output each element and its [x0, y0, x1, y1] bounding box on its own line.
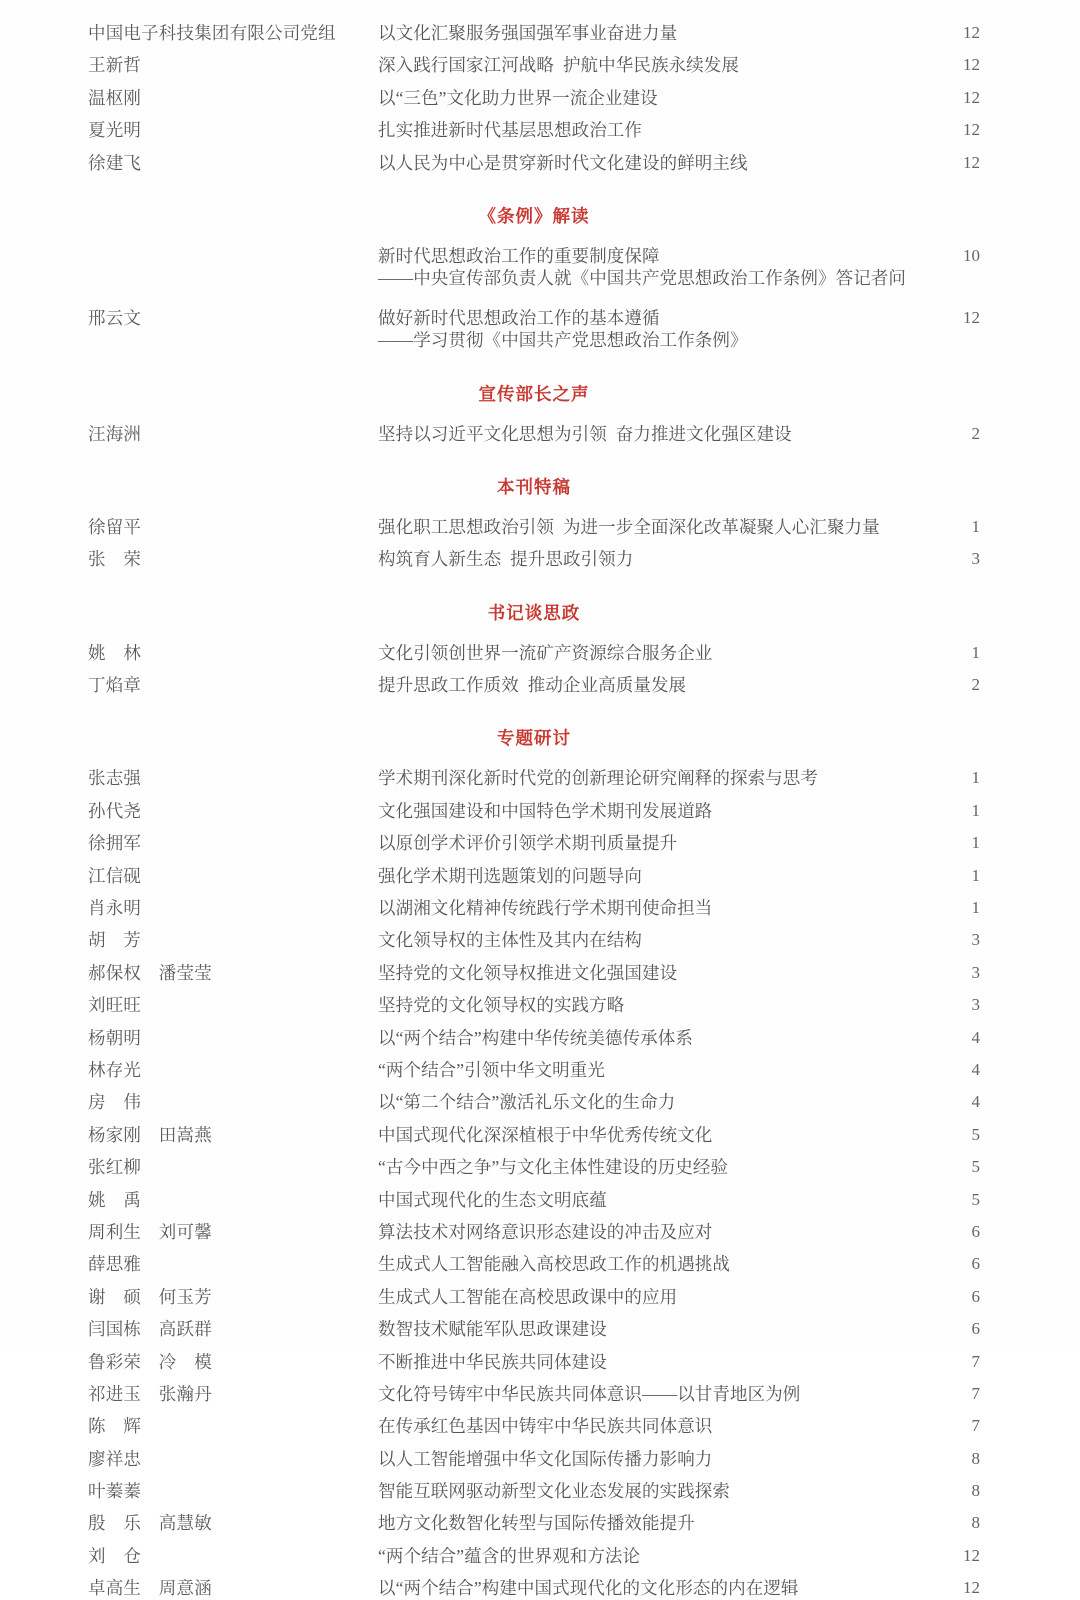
toc-row[interactable]	[88, 548, 980, 570]
author-names: 徐留平	[88, 516, 142, 537]
toc-row[interactable]	[88, 897, 980, 919]
author-names: 张红柳	[88, 1157, 142, 1178]
page-number: 12	[963, 23, 980, 42]
author-names: 房 伟	[88, 1092, 142, 1113]
article-title-cell	[378, 87, 910, 109]
article-title-cell	[378, 1480, 910, 1502]
article-title-cell	[378, 1351, 910, 1373]
article-title: 深入践行国家江河战略 护航中华民族永续发展	[378, 55, 739, 76]
toc-row[interactable]	[88, 22, 980, 44]
page-number: 3	[971, 549, 980, 569]
page-number: 5	[971, 1189, 980, 1209]
toc-row[interactable]	[88, 1448, 980, 1470]
page-number: 12	[963, 120, 980, 140]
toc-row[interactable]	[88, 1027, 980, 1049]
article-title-cell	[378, 307, 910, 352]
toc-row[interactable]	[88, 1545, 980, 1567]
page-number: 1	[971, 516, 980, 536]
toc-row[interactable]	[88, 767, 980, 789]
page-number: 7	[971, 1351, 980, 1371]
article-title-cell	[378, 1253, 910, 1275]
author-names: 杨家刚 田嵩燕	[88, 1124, 212, 1145]
article-title-cell	[378, 929, 910, 951]
article-title: 以“两个结合”构建中华传统美德传承体系	[378, 1027, 693, 1048]
author-names: 胡 芳	[88, 930, 142, 951]
article-title-cell	[378, 994, 910, 1016]
toc-row[interactable]	[88, 994, 980, 1016]
article-title: “古今中西之争”与文化主体性建设的历史经验	[378, 1157, 729, 1178]
toc-row[interactable]	[88, 1318, 980, 1340]
toc-row[interactable]	[88, 54, 980, 76]
toc-row[interactable]	[88, 1512, 980, 1534]
article-title-cell	[378, 1091, 910, 1113]
toc-row[interactable]	[88, 832, 980, 854]
article-title-cell	[378, 674, 910, 696]
article-title-cell	[378, 642, 910, 664]
page-number: 2	[971, 423, 980, 443]
toc-row[interactable]	[88, 800, 980, 822]
toc-row[interactable]	[88, 245, 980, 290]
toc-row[interactable]	[88, 1577, 980, 1599]
author-names: 丁焰章	[88, 675, 142, 696]
article-title: 智能互联网驱动新型文化业态发展的实践探索	[378, 1481, 730, 1502]
article-title-cell	[378, 1189, 910, 1211]
toc-row[interactable]	[88, 119, 980, 141]
article-title-cell	[378, 119, 910, 141]
section-header: 本刊特稿	[497, 477, 571, 498]
toc-row[interactable]	[88, 674, 980, 696]
author-names: 林存光	[88, 1059, 142, 1080]
page-number: 12	[963, 152, 980, 172]
page-number: 6	[971, 1254, 980, 1274]
page-number: 12	[963, 307, 980, 327]
article-title: 文化引领创世界一流矿产资源综合服务企业	[378, 642, 713, 663]
article-title-cell	[378, 54, 910, 76]
article-title: 文化领导权的主体性及其内在结构	[378, 930, 642, 951]
article-title: 以“两个结合”构建中国式现代化的文化形态的内在逻辑	[378, 1578, 799, 1599]
author-names: 徐建飞	[88, 152, 142, 173]
article-title: 以文化汇聚服务强国强军事业奋进力量	[378, 23, 678, 43]
article-title-cell	[378, 832, 910, 854]
section-header: 宣传部长之声	[478, 384, 590, 405]
article-title: 新时代思想政治工作的重要制度保障	[378, 245, 660, 266]
page-number: 8	[971, 1448, 980, 1468]
toc-row[interactable]	[88, 1221, 980, 1243]
page-number: 6	[971, 1319, 980, 1339]
toc-row[interactable]	[88, 1480, 980, 1502]
article-title: 生成式人工智能在高校思政课中的应用	[378, 1286, 678, 1307]
toc-row[interactable]	[88, 87, 980, 109]
page-number: 7	[971, 1383, 980, 1403]
article-title: 不断推进中华民族共同体建设	[378, 1351, 607, 1372]
article-title: 以湖湘文化精神传统践行学术期刊使命担当	[378, 898, 713, 919]
toc-row[interactable]	[88, 516, 980, 538]
article-title: 以人工智能增强中华文化国际传播力影响力	[378, 1448, 713, 1469]
article-title-cell	[378, 1318, 910, 1340]
author-names: 卓高生 周意涵	[88, 1578, 212, 1599]
page-number: 3	[971, 962, 980, 982]
article-title-cell	[378, 897, 910, 919]
page-number: 12	[963, 1578, 980, 1598]
author-names: 肖永明	[88, 898, 142, 919]
page-number: 1	[971, 833, 980, 853]
author-names: 温枢刚	[88, 87, 142, 108]
article-title: 文化强国建设和中国特色学术期刊发展道路	[378, 800, 713, 821]
author-names: 夏光明	[88, 120, 142, 141]
author-names: 姚 禹	[88, 1189, 142, 1210]
page-number: 12	[963, 1545, 980, 1565]
author-names: 谢 硕 何玉芳	[88, 1286, 212, 1307]
toc-row[interactable]	[88, 1286, 980, 1308]
article-title-cell	[378, 1059, 910, 1081]
author-names: 陈 辉	[88, 1416, 142, 1437]
author-names: 徐拥军	[88, 833, 142, 854]
author-names: 祁进玉 张瀚丹	[88, 1383, 212, 1404]
toc-row[interactable]	[88, 1253, 980, 1275]
article-title: 构筑育人新生态 提升思政引领力	[378, 549, 634, 570]
page-number: 5	[971, 1124, 980, 1144]
article-title-cell	[378, 423, 910, 445]
article-title: 强化学术期刊选题策划的问题导向	[378, 865, 642, 886]
page-number: 10	[963, 245, 980, 265]
author-names: 刘 仓	[88, 1545, 142, 1566]
toc-row[interactable]	[88, 1415, 980, 1437]
page-number: 8	[971, 1513, 980, 1533]
author-names: 江信砚	[88, 865, 142, 886]
toc-row[interactable]	[88, 1124, 980, 1146]
article-title: 文化符号铸牢中华民族共同体意识——以甘青地区为例	[378, 1383, 801, 1404]
toc-row[interactable]	[88, 962, 980, 984]
section-header: 专题研讨	[497, 729, 571, 750]
author-names: 叶蓁蓁	[88, 1481, 142, 1502]
article-title: “两个结合”引领中华文明重光	[378, 1059, 605, 1080]
section-header: 《条例》解读	[478, 206, 590, 227]
author-names: 刘旺旺	[88, 995, 142, 1016]
article-title-cell	[378, 245, 910, 290]
toc-row[interactable]	[88, 929, 980, 951]
article-title-cell	[378, 152, 910, 174]
page-number: 4	[971, 1059, 980, 1079]
author-names: 汪海洲	[88, 423, 142, 444]
page-number: 3	[971, 930, 980, 950]
toc-row[interactable]	[88, 1383, 980, 1405]
author-names: 鲁彩荣 冷 模	[88, 1351, 212, 1372]
page-number: 8	[971, 1481, 980, 1501]
page-number: 1	[971, 898, 980, 918]
article-title-cell	[378, 1221, 910, 1243]
author-names: 郝保权 潘莹莹	[88, 962, 212, 983]
toc-row[interactable]	[88, 1091, 980, 1113]
page-number: 12	[963, 87, 980, 107]
page-number: 1	[971, 865, 980, 885]
author-names: 薛思雅	[88, 1254, 142, 1275]
article-subtitle: ——中央宣传部负责人就《中国共产党思想政治工作条例》答记者问	[378, 268, 906, 289]
article-title: 地方文化数智化转型与国际传播效能提升	[378, 1513, 695, 1534]
article-title-cell	[378, 800, 910, 822]
article-title: 以人民为中心是贯穿新时代文化建设的鲜明主线	[378, 152, 748, 173]
article-title: 在传承红色基因中铸牢中华民族共同体意识	[378, 1416, 713, 1437]
author-names: 周利生 刘可馨	[88, 1221, 212, 1242]
article-title-cell	[378, 1027, 910, 1049]
page-number: 6	[971, 1286, 980, 1306]
toc-row[interactable]	[88, 1189, 980, 1211]
article-title: 数智技术赋能军队思政课建设	[378, 1319, 607, 1340]
page-number: 12	[963, 55, 980, 75]
article-title-cell	[378, 548, 910, 570]
toc-row[interactable]	[88, 865, 980, 887]
article-title-cell	[378, 1545, 910, 1567]
author-names: 闫国栋 高跃群	[88, 1319, 212, 1340]
author-names: 王新哲	[88, 55, 142, 76]
article-title: 中国式现代化的生态文明底蕴	[378, 1189, 607, 1210]
article-title: 生成式人工智能融入高校思政工作的机遇挑战	[378, 1254, 730, 1275]
toc-row[interactable]	[88, 1156, 980, 1178]
article-title-cell	[378, 1286, 910, 1308]
page-number: 2	[971, 675, 980, 695]
article-title: 中国式现代化深深植根于中华优秀传统文化	[378, 1124, 713, 1145]
article-title-cell	[378, 1124, 910, 1146]
article-title: 以“三色”文化助力世界一流企业建设	[378, 87, 658, 108]
page-number: 1	[971, 642, 980, 662]
article-title: 以“第二个结合”激活礼乐文化的生命力	[378, 1092, 676, 1113]
section-header: 书记谈思政	[487, 603, 581, 624]
toc-row[interactable]	[88, 1351, 980, 1373]
article-title: 以原创学术评价引领学术期刊质量提升	[378, 833, 678, 854]
author-names: 邢云文	[88, 307, 142, 328]
article-title-cell	[378, 22, 910, 44]
article-title-cell	[378, 1512, 910, 1534]
toc-row[interactable]	[88, 423, 980, 445]
toc-row[interactable]	[88, 1059, 980, 1081]
article-title: 坚持党的文化领导权的实践方略	[378, 995, 625, 1016]
article-title: 算法技术对网络意识形态建设的冲击及应对	[378, 1221, 713, 1242]
author-names: 姚 林	[88, 642, 142, 663]
author-names: 孙代尧	[88, 800, 142, 821]
article-title-cell	[378, 1415, 910, 1437]
page-number: 6	[971, 1221, 980, 1241]
article-title: 学术期刊深化新时代党的创新理论研究阐释的探索与思考	[378, 768, 818, 789]
author-names: 廖祥忠	[88, 1448, 142, 1469]
article-title-cell	[378, 865, 910, 887]
article-subtitle: ——学习贯彻《中国共产党思想政治工作条例》	[378, 330, 748, 351]
toc-row[interactable]	[88, 307, 980, 352]
toc-row[interactable]	[88, 152, 980, 174]
article-title-cell	[378, 1156, 910, 1178]
page-number: 1	[971, 800, 980, 820]
article-title: “两个结合”蕴含的世界观和方法论	[378, 1545, 641, 1566]
author-names: 杨朝明	[88, 1027, 142, 1048]
article-title: 强化职工思想政治引领 为进一步全面深化改革凝聚人心汇聚力量	[378, 516, 880, 537]
author-names: 中国电子科技集团有限公司党组	[88, 23, 336, 43]
page-number: 4	[971, 1092, 980, 1112]
author-names: 殷 乐 高慧敏	[88, 1513, 212, 1534]
toc-row[interactable]	[88, 642, 980, 664]
article-title-cell	[378, 1383, 910, 1405]
page-number: 3	[971, 995, 980, 1015]
article-title-cell	[378, 516, 910, 538]
article-title: 扎实推进新时代基层思想政治工作	[378, 120, 642, 141]
article-title: 坚持党的文化领导权推进文化强国建设	[378, 962, 678, 983]
page-number: 4	[971, 1027, 980, 1047]
article-title: 做好新时代思想政治工作的基本遵循	[378, 307, 660, 328]
page-number: 7	[971, 1416, 980, 1436]
article-title-cell	[378, 1577, 910, 1599]
article-title-cell	[378, 962, 910, 984]
article-title-cell	[378, 1448, 910, 1470]
page-number: 5	[971, 1157, 980, 1177]
toc-list	[88, 22, 980, 1600]
author-names: 张志强	[88, 768, 142, 789]
article-title-cell	[378, 767, 910, 789]
article-title: 提升思政工作质效 推动企业高质量发展	[378, 675, 687, 696]
page-number: 1	[971, 768, 980, 788]
article-title: 坚持以习近平文化思想为引领 奋力推进文化强区建设	[378, 423, 792, 444]
author-names: 张 荣	[88, 549, 142, 570]
